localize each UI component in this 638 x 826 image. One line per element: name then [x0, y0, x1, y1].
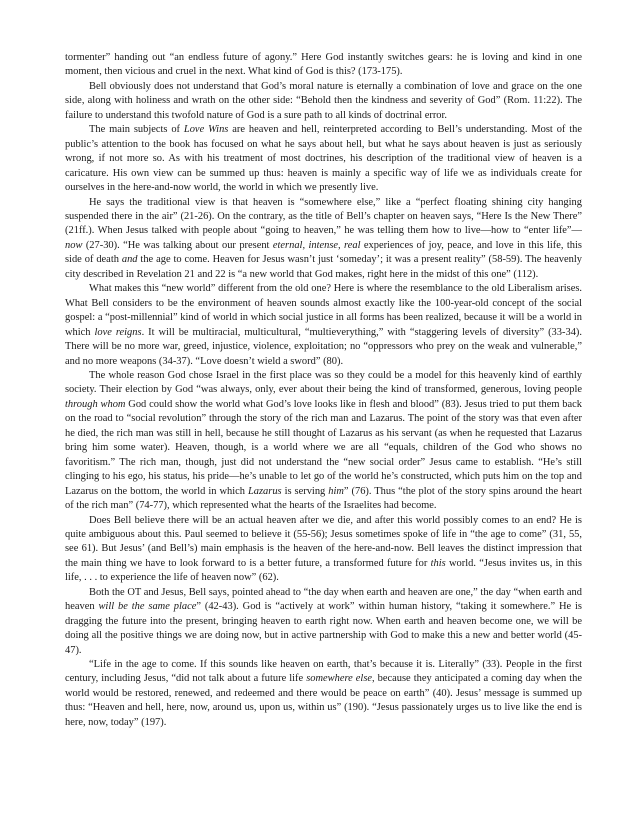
italic-emphasis: somewhere else [306, 673, 373, 685]
text-segment: world. “Jesus invites us, in this life, . . . to experience the life of heaven now” (62). [65, 557, 582, 584]
paragraph-2 [65, 80, 582, 123]
paragraph-4 [65, 196, 582, 283]
text-segment: tormenter” handing out “an endless future of agony.” Here God instantly switches gears: he is loving and kind in one moment, then vicious and cruel in the next. What kind of God is this? (173-175). [65, 52, 582, 78]
italic-emphasis: eternal, intense, real [272, 239, 361, 251]
paragraph-5 [65, 282, 582, 369]
text-segment: (27-30). “He was talking about our present [82, 239, 273, 251]
text-segment: The main subjects of [89, 124, 184, 136]
book-title-italic: Love Wins [183, 124, 229, 136]
italic-emphasis: and [121, 254, 138, 266]
italic-emphasis: Lazarus [247, 485, 282, 497]
paragraph-9 [65, 658, 582, 730]
text-segment: Both the OT and Jesus, Bell says, pointed ahead to “the day when earth and heaven are one,” the day “when earth and heaven [65, 586, 582, 613]
italic-emphasis: will be the same place [98, 601, 197, 613]
italic-emphasis: him [328, 485, 344, 497]
italic-emphasis: love reigns [94, 326, 142, 338]
text-segment: Does Bell believe there will be an actual heaven after we die, and after this world possibly comes to an end? He is quite ambiguous about this. Paul seemed to believe it (55-56); Jesus sometimes spoke of life in “the age to come” (31, 55, see 61). But Jesus’ (and Bell’s) main emphasis is the heaven of the here-and-now. Bell leaves the distinct impression that the main thing we have to look forward to is a better future, a transformed future for [65, 514, 582, 569]
text-segment: ” (76). Thus “the plot of the story spins around the heart of the rich man” (74-77), which represented what the hearts of the Israelites had become. [65, 485, 582, 512]
text-segment: ” (42-43). God is “actively at work” within human history, “taking it somewhere.” He is dragging the future into the present, bringing heaven to earth right now. When earth and heaven become one, we will be doing all the positive things we are doing now, but in active partnership with God to make this a new and better world (45-47). [65, 601, 582, 656]
document-page [65, 51, 582, 730]
text-segment: the age to come. Heaven for Jesus wasn’t just ‘someday’; it was a present reality” (58-59). The heavenly city described in Revelation 21 and 22 is “a new world that God makes, right here in the midst of this one” (112). [65, 254, 582, 280]
text-segment: God could show the world what God’s love looks like in flesh and blood” (83). Jesus tried to put them back on the road to “social revolution” through the story of the rich man and Lazarus. The point of the story was that even after he died, the rich man was still in hell, because he still thought of Lazarus as his servant (as when he requested that Lazarus bring him some water). Heaven, though, is a world where we are all “equals, children of the God who shows no favoritism.” The rich man, though, just did not understand the “new social order” Jesus came to establish. “He’s still clinging to his ego, his status, his pride—he’s unable to let go of the world he’s constructed, which puts him on the top and Lazarus on the bottom, the world in which [65, 398, 583, 497]
text-segment: Bell obviously does not understand that God’s moral nature is eternally a combination of love and grace on the one side, along with holiness and wrath on the other side: “Behold then the kindness and severity of God” (Rom. 11:22). The failure to understand this twofold nature of God is a sure path to all kinds of doctrinal error. [65, 80, 582, 121]
italic-emphasis: now [65, 239, 83, 251]
paragraph-8 [65, 586, 582, 658]
text-segment: . It will be multiracial, multicultural, “multieverything,” with “staggering levels of diversity” (33-34). There will be no more war, greed, injustice, violence, exploitation; no “oppressors who prey on the weak and vulnerable,” and no more weapons (34-37). “Love doesn’t wield a sword” (80). [65, 326, 582, 367]
paragraph-3 [65, 123, 582, 195]
text-segment: is serving [281, 485, 329, 497]
italic-emphasis: through whom [65, 398, 126, 410]
text-segment: experiences of joy, peace, and love in this life, this side of death [65, 239, 582, 266]
paragraph-7 [65, 514, 582, 586]
text-segment: What makes this “new world” different from the old one? Here is where the resemblance to the old Liberalism arises. What Bell considers to be the environment of heaven sounds almost exactly like the 100-year-old concept of the social gospel: a “post-millennial” kind of world in which social justice in all forms has been realized, because it will be a world in which [65, 283, 582, 338]
italic-emphasis: this [430, 557, 446, 569]
text-segment: , because they anticipated a coming day when the world would be restored, renewed, and redeemed and there would be peace on earth” (40). Jesus’ message is summed up thus: “Heaven and hell, here, now, around us, upon us, within us” (190). “Jesus passionately urges us to live like the end is here, now, today” (197). [65, 673, 582, 728]
paragraph-1 [65, 51, 582, 80]
paragraph-6 [65, 369, 582, 514]
text-segment: He says the traditional view is that heaven is “somewhere else,” like a “perfect floating shining city hanging suspended there in the air” (21-26). On the contrary, as the title of Bell’s chapter on heaven says, “Here Is the New There” (21ff.). When Jesus talked with people about “going to heaven,” he was telling them how to live—how to “enter life”— [65, 196, 582, 237]
text-segment: “Life in the age to come. If this sounds like heaven on earth, that’s because it is. Literally” (33). People in the first century, including Jesus, “did not talk about a future life [65, 659, 582, 685]
text-segment: The whole reason God chose Israel in the first place was so they could be a model for this heavenly kind of earthly society. Their election by God “was always, only, ever about their being the kind of transformed, generous, loving people [65, 369, 582, 396]
text-segment: are heaven and hell, reinterpreted according to Bell’s understanding. Most of the public’s attention to the book has focused on what he says about hell, but what he says about heaven is just as seriously wrong, if not more so. As with his treatment of most doctrines, his description of the traditional view of heaven is a caricature. His own view can be summed up thus: heaven is mainly a specific way of life we as individuals create for ourselves in the here-and-now world, the world in which we presently live. [65, 124, 583, 194]
